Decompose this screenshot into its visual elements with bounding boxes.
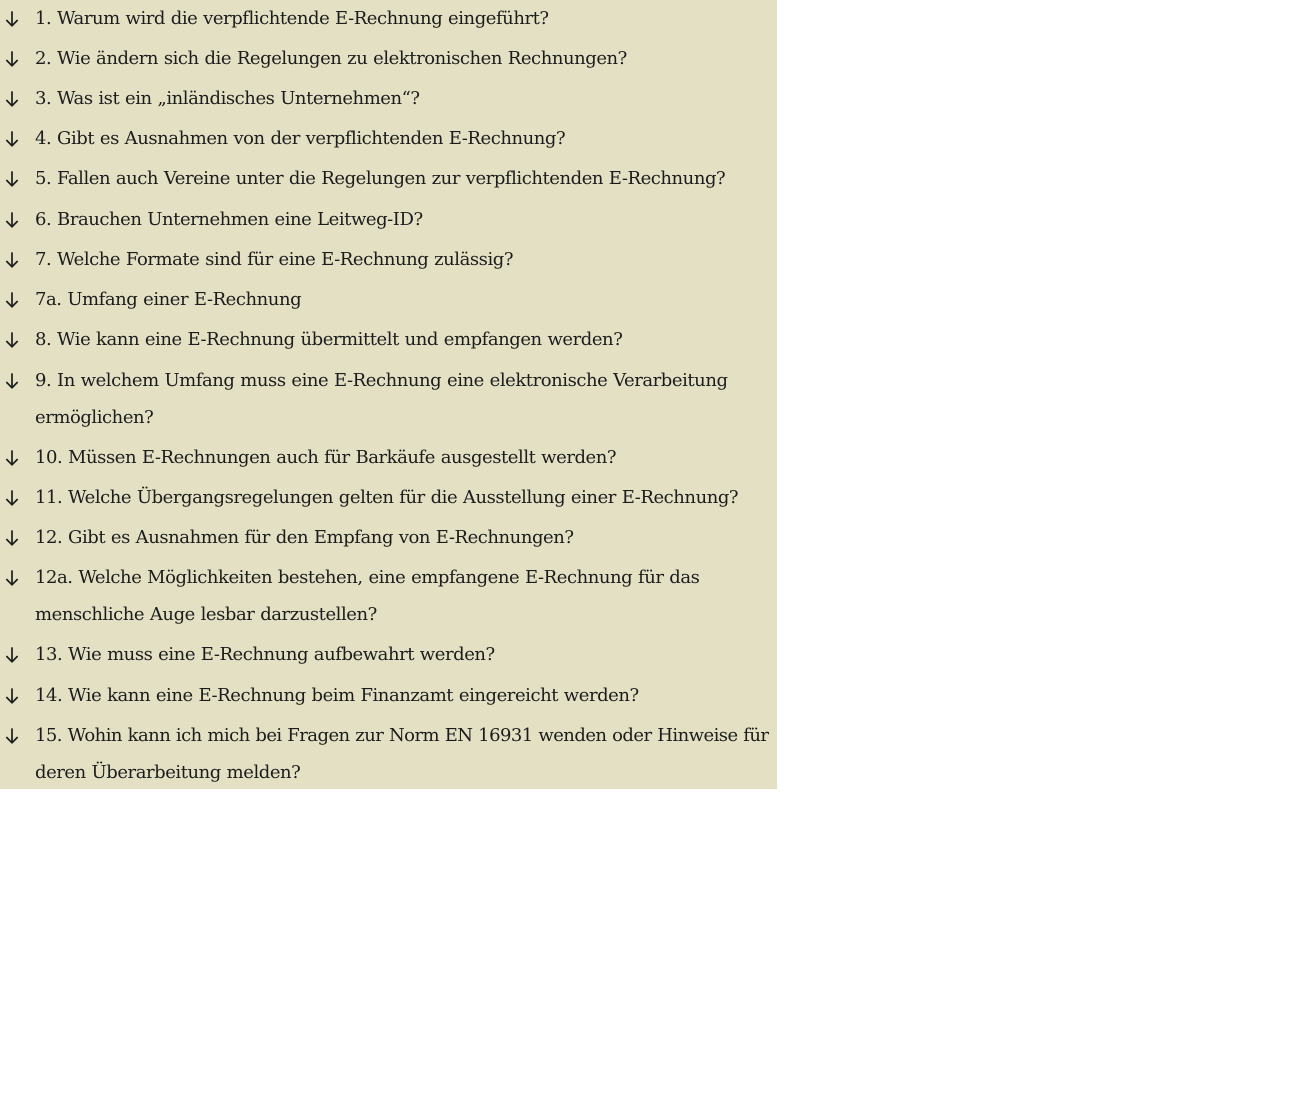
faq-link-item[interactable] — [0, 718, 777, 791]
faq-link-label: 9. In welchem Umfang muss eine E-Rechnung eine elektronische Verarbeitung — [35, 370, 728, 391]
arrow-down-icon — [3, 41, 21, 78]
arrow-down-icon — [3, 440, 21, 477]
faq-link-item[interactable] — [0, 81, 777, 118]
faq-link-item[interactable] — [0, 161, 777, 198]
faq-link-item[interactable] — [0, 637, 777, 674]
faq-link-item[interactable] — [0, 363, 777, 436]
faq-link-label: 2. Wie ändern sich die Regelungen zu elektronischen Rechnungen? — [35, 48, 627, 69]
faq-link-label: 15. Wohin kann ich mich bei Fragen zur Norm EN 16931 wenden oder Hinweise für — [35, 725, 769, 746]
arrow-down-icon — [3, 202, 21, 239]
arrow-down-icon — [3, 161, 21, 198]
arrow-down-icon — [3, 363, 21, 400]
faq-link-label: 14. Wie kann eine E-Rechnung beim Finanzamt eingereicht werden? — [35, 685, 639, 706]
arrow-down-icon — [3, 1, 21, 38]
faq-link-label: 12a. Welche Möglichkeiten bestehen, eine empfangene E-Rechnung für das — [35, 567, 700, 588]
faq-link-label: 13. Wie muss eine E-Rechnung aufbewahrt werden? — [35, 644, 495, 665]
arrow-down-icon — [3, 322, 21, 359]
faq-link-label: 7a. Umfang einer E-Rechnung — [35, 289, 302, 310]
faq-link-label: 3. Was ist ein „inländisches Unternehmen“? — [35, 88, 420, 109]
faq-link-label: 1. Warum wird die verpflichtende E-Rechnung eingeführt? — [35, 8, 549, 29]
faq-link-item[interactable] — [0, 322, 777, 359]
faq-link-label-continuation: deren Überarbeitung melden? — [35, 761, 301, 783]
faq-link-label: 11. Welche Übergangsregelungen gelten für die Ausstellung einer E-Rechnung? — [35, 487, 739, 508]
faq-table-of-contents — [0, 0, 777, 789]
faq-link-label-continuation: ermöglichen? — [35, 406, 154, 428]
faq-link-label: 10. Müssen E-Rechnungen auch für Barkäufe ausgestellt werden? — [35, 447, 617, 468]
faq-link-item[interactable] — [0, 480, 777, 517]
faq-link-item[interactable] — [0, 202, 777, 239]
faq-link-item[interactable] — [0, 121, 777, 158]
faq-link-item[interactable] — [0, 560, 777, 633]
arrow-down-icon — [3, 480, 21, 517]
arrow-down-icon — [3, 718, 21, 755]
arrow-down-icon — [3, 282, 21, 319]
arrow-down-icon — [3, 520, 21, 557]
arrow-down-icon — [3, 637, 21, 674]
faq-link-item[interactable] — [0, 282, 777, 319]
faq-link-item[interactable] — [0, 1, 777, 38]
faq-link-label: 6. Brauchen Unternehmen eine Leitweg-ID? — [35, 209, 423, 230]
faq-link-label: 5. Fallen auch Vereine unter die Regelungen zur verpflichtenden E-Rechnung? — [35, 168, 726, 189]
arrow-down-icon — [3, 121, 21, 158]
faq-link-item[interactable] — [0, 242, 777, 279]
arrow-down-icon — [3, 560, 21, 597]
faq-link-item[interactable] — [0, 678, 777, 715]
faq-link-item[interactable] — [0, 520, 777, 557]
faq-link-label-continuation: menschliche Auge lesbar darzustellen? — [35, 603, 377, 625]
faq-link-label: 7. Welche Formate sind für eine E-Rechnung zulässig? — [35, 249, 514, 270]
faq-link-item[interactable] — [0, 41, 777, 78]
faq-link-label: 4. Gibt es Ausnahmen von der verpflichtenden E-Rechnung? — [35, 128, 566, 149]
arrow-down-icon — [3, 242, 21, 279]
faq-link-item[interactable] — [0, 440, 777, 477]
faq-link-label: 12. Gibt es Ausnahmen für den Empfang von E-Rechnungen? — [35, 527, 574, 548]
arrow-down-icon — [3, 678, 21, 715]
arrow-down-icon — [3, 81, 21, 118]
faq-link-label: 8. Wie kann eine E-Rechnung übermittelt und empfangen werden? — [35, 329, 623, 350]
